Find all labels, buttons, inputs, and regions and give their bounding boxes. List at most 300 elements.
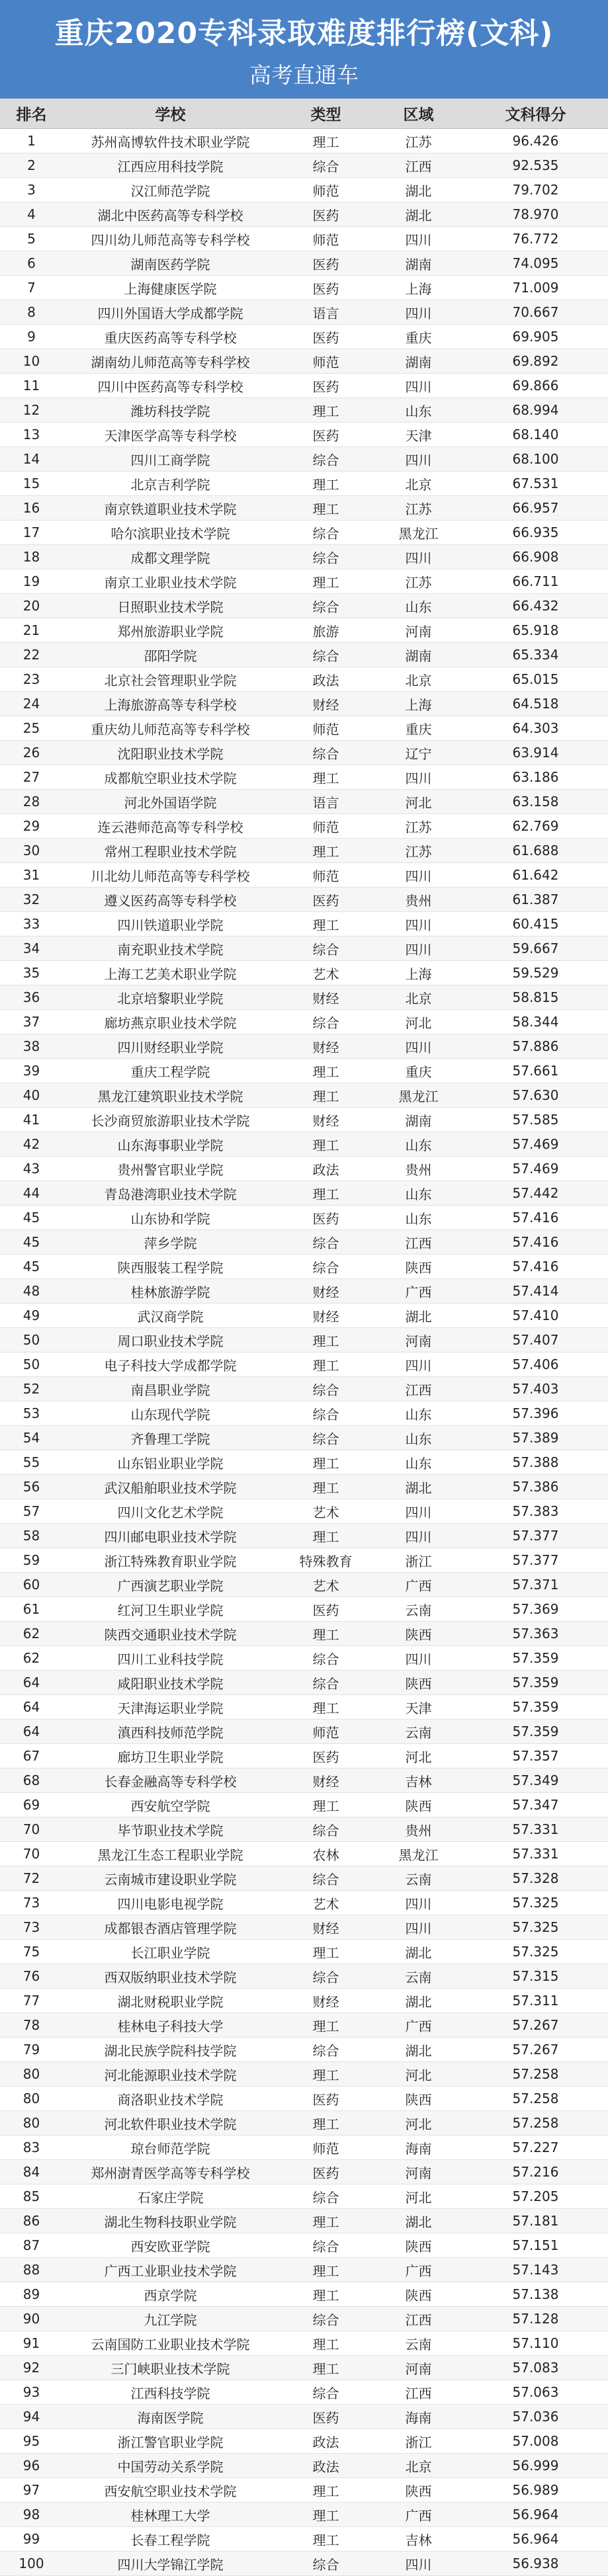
type-cell: 综合 xyxy=(278,153,374,178)
score-cell: 57.267 xyxy=(463,2013,608,2038)
region-cell: 湖北 xyxy=(374,1989,463,2013)
type-cell: 理工 xyxy=(278,2282,374,2307)
score-cell: 57.258 xyxy=(463,2111,608,2136)
rank-cell: 16 xyxy=(0,496,63,520)
table-row xyxy=(0,227,608,251)
table-row xyxy=(0,667,608,692)
score-cell: 79.702 xyxy=(463,178,608,202)
table-row xyxy=(0,790,608,814)
region-cell: 上海 xyxy=(374,961,463,985)
school-cell: 苏州高博软件技术职业学院 xyxy=(63,129,278,153)
table-row xyxy=(0,2111,608,2136)
type-cell: 医药 xyxy=(278,251,374,276)
rank-cell: 70 xyxy=(0,1842,63,1866)
school-cell: 北京吉利学院 xyxy=(63,472,278,496)
score-cell: 63.186 xyxy=(463,765,608,790)
school-cell: 四川文化艺术学院 xyxy=(63,1499,278,1524)
rank-cell: 35 xyxy=(0,961,63,985)
school-cell: 桂林理工大学 xyxy=(63,2503,278,2527)
region-cell: 山东 xyxy=(374,594,463,618)
rank-cell: 85 xyxy=(0,2184,63,2209)
table-row xyxy=(0,300,608,325)
rank-cell: 59 xyxy=(0,1548,63,1573)
score-cell: 57.371 xyxy=(463,1573,608,1597)
table-row xyxy=(0,643,608,667)
rank-cell: 50 xyxy=(0,1352,63,1377)
region-cell: 云南 xyxy=(374,1597,463,1622)
table-row xyxy=(0,423,608,447)
region-cell: 河北 xyxy=(374,790,463,814)
table-row xyxy=(0,1964,608,1989)
score-cell: 57.227 xyxy=(463,2136,608,2160)
school-cell: 四川邮电职业技术学院 xyxy=(63,1524,278,1548)
score-cell: 57.008 xyxy=(463,2429,608,2454)
region-cell: 湖北 xyxy=(374,178,463,202)
type-cell: 理工 xyxy=(278,1450,374,1475)
school-cell: 商洛职业技术学院 xyxy=(63,2087,278,2111)
type-cell: 财经 xyxy=(278,1108,374,1132)
table-row xyxy=(0,129,608,153)
region-cell: 河北 xyxy=(374,2062,463,2087)
school-cell: 滇西科技师范学院 xyxy=(63,1720,278,1744)
table-row xyxy=(0,2307,608,2331)
rank-cell: 45 xyxy=(0,1255,63,1279)
table-row xyxy=(0,1108,608,1132)
table-row xyxy=(0,569,608,594)
table-row xyxy=(0,1426,608,1450)
rank-cell: 37 xyxy=(0,1010,63,1034)
rank-cell: 18 xyxy=(0,545,63,569)
type-cell: 医药 xyxy=(278,888,374,912)
rank-cell: 60 xyxy=(0,1573,63,1597)
page-header xyxy=(0,0,608,99)
region-cell: 河南 xyxy=(374,618,463,643)
table-row xyxy=(0,447,608,472)
table-row xyxy=(0,1915,608,1940)
school-cell: 四川铁道职业学院 xyxy=(63,912,278,936)
score-cell: 57.325 xyxy=(463,1915,608,1940)
score-cell: 57.359 xyxy=(463,1720,608,1744)
table-row xyxy=(0,398,608,423)
region-cell: 北京 xyxy=(374,472,463,496)
school-cell: 成都银杏酒店管理学院 xyxy=(63,1915,278,1940)
rank-cell: 53 xyxy=(0,1401,63,1426)
region-cell: 山东 xyxy=(374,1401,463,1426)
type-cell: 理工 xyxy=(278,496,374,520)
type-cell: 综合 xyxy=(278,2184,374,2209)
rank-cell: 44 xyxy=(0,1181,63,1206)
type-cell: 医药 xyxy=(278,2405,374,2429)
rank-cell: 12 xyxy=(0,398,63,423)
table-row xyxy=(0,814,608,839)
region-cell: 黑龙江 xyxy=(374,1083,463,1108)
rank-cell: 89 xyxy=(0,2282,63,2307)
table-row xyxy=(0,1989,608,2013)
rank-cell: 19 xyxy=(0,569,63,594)
school-cell: 重庆工程学院 xyxy=(63,1059,278,1083)
region-cell: 湖北 xyxy=(374,1304,463,1328)
table-row xyxy=(0,2038,608,2062)
school-cell: 武汉商学院 xyxy=(63,1304,278,1328)
rank-cell: 58 xyxy=(0,1524,63,1548)
table-row xyxy=(0,349,608,374)
rank-cell: 39 xyxy=(0,1059,63,1083)
school-cell: 陕西服装工程学院 xyxy=(63,1255,278,1279)
region-cell: 湖南 xyxy=(374,349,463,374)
rank-cell: 20 xyxy=(0,594,63,618)
score-cell: 66.935 xyxy=(463,520,608,545)
table-row xyxy=(0,618,608,643)
region-cell: 湖北 xyxy=(374,1940,463,1964)
column-header-region: 区域 xyxy=(374,99,463,129)
type-cell: 理工 xyxy=(278,1132,374,1157)
score-cell: 57.416 xyxy=(463,1206,608,1230)
school-cell: 沈阳职业技术学院 xyxy=(63,741,278,765)
school-cell: 浙江警官职业学院 xyxy=(63,2429,278,2454)
rank-cell: 33 xyxy=(0,912,63,936)
school-cell: 汉江师范学院 xyxy=(63,178,278,202)
score-cell: 92.535 xyxy=(463,153,608,178)
rank-cell: 100 xyxy=(0,2552,63,2576)
rank-cell: 98 xyxy=(0,2503,63,2527)
school-cell: 北京社会管理职业学院 xyxy=(63,667,278,692)
type-cell: 理工 xyxy=(278,2209,374,2233)
table-row xyxy=(0,2503,608,2527)
rank-cell: 14 xyxy=(0,447,63,472)
rank-cell: 10 xyxy=(0,349,63,374)
type-cell: 理工 xyxy=(278,2111,374,2136)
score-cell: 57.416 xyxy=(463,1230,608,1255)
rank-cell: 49 xyxy=(0,1304,63,1328)
region-cell: 山东 xyxy=(374,1450,463,1475)
column-header-type: 类型 xyxy=(278,99,374,129)
table-row xyxy=(0,1304,608,1328)
school-cell: 西安航空学院 xyxy=(63,1793,278,1817)
table-row xyxy=(0,2356,608,2380)
school-cell: 潍坊科技学院 xyxy=(63,398,278,423)
score-cell: 57.369 xyxy=(463,1597,608,1622)
region-cell: 江西 xyxy=(374,1230,463,1255)
table-row xyxy=(0,1768,608,1793)
type-cell: 综合 xyxy=(278,545,374,569)
school-cell: 重庆医药高等专科学校 xyxy=(63,325,278,349)
school-cell: 南昌职业学院 xyxy=(63,1377,278,1401)
rank-cell: 57 xyxy=(0,1499,63,1524)
school-cell: 桂林旅游学院 xyxy=(63,1279,278,1304)
rank-cell: 30 xyxy=(0,839,63,863)
rank-cell: 43 xyxy=(0,1157,63,1181)
school-cell: 四川工商学院 xyxy=(63,447,278,472)
region-cell: 湖南 xyxy=(374,251,463,276)
score-cell: 57.267 xyxy=(463,2038,608,2062)
school-cell: 三门峡职业技术学院 xyxy=(63,2356,278,2380)
score-cell: 64.518 xyxy=(463,692,608,716)
region-cell: 山东 xyxy=(374,398,463,423)
region-cell: 四川 xyxy=(374,1646,463,1671)
type-cell: 艺术 xyxy=(278,1573,374,1597)
school-cell: 齐鲁理工学院 xyxy=(63,1426,278,1450)
region-cell: 四川 xyxy=(374,374,463,398)
rank-cell: 95 xyxy=(0,2429,63,2454)
rank-cell: 3 xyxy=(0,178,63,202)
rank-cell: 62 xyxy=(0,1622,63,1646)
score-cell: 57.359 xyxy=(463,1646,608,1671)
table-row xyxy=(0,692,608,716)
type-cell: 艺术 xyxy=(278,961,374,985)
region-cell: 江西 xyxy=(374,1377,463,1401)
rank-cell: 8 xyxy=(0,300,63,325)
school-cell: 西京学院 xyxy=(63,2282,278,2307)
school-cell: 天津海运职业学院 xyxy=(63,1695,278,1720)
table-row xyxy=(0,1328,608,1352)
table-row xyxy=(0,153,608,178)
score-cell: 67.531 xyxy=(463,472,608,496)
region-cell: 四川 xyxy=(374,447,463,472)
type-cell: 综合 xyxy=(278,1426,374,1450)
region-cell: 黑龙江 xyxy=(374,1842,463,1866)
region-cell: 江苏 xyxy=(374,496,463,520)
score-cell: 57.328 xyxy=(463,1866,608,1891)
table-header-row xyxy=(0,99,608,129)
score-cell: 71.009 xyxy=(463,276,608,300)
score-cell: 61.642 xyxy=(463,863,608,888)
rank-cell: 75 xyxy=(0,1940,63,1964)
school-cell: 浙江特殊教育职业学院 xyxy=(63,1548,278,1573)
school-cell: 红河卫生职业学院 xyxy=(63,1597,278,1622)
table-row xyxy=(0,1842,608,1866)
school-cell: 上海工艺美术职业学院 xyxy=(63,961,278,985)
type-cell: 综合 xyxy=(278,643,374,667)
rank-cell: 27 xyxy=(0,765,63,790)
school-cell: 长江职业学院 xyxy=(63,1940,278,1964)
rank-cell: 13 xyxy=(0,423,63,447)
rank-cell: 50 xyxy=(0,1328,63,1352)
region-cell: 河北 xyxy=(374,1744,463,1768)
region-cell: 陕西 xyxy=(374,1793,463,1817)
table-row xyxy=(0,1793,608,1817)
table-row xyxy=(0,765,608,790)
table-row xyxy=(0,1622,608,1646)
school-cell: 青岛港湾职业技术学院 xyxy=(63,1181,278,1206)
rank-cell: 15 xyxy=(0,472,63,496)
region-cell: 河北 xyxy=(374,2184,463,2209)
table-row xyxy=(0,1352,608,1377)
school-cell: 廊坊燕京职业技术学院 xyxy=(63,1010,278,1034)
region-cell: 四川 xyxy=(374,1524,463,1548)
type-cell: 艺术 xyxy=(278,1499,374,1524)
rank-cell: 45 xyxy=(0,1230,63,1255)
type-cell: 财经 xyxy=(278,1279,374,1304)
rank-cell: 83 xyxy=(0,2136,63,2160)
rank-cell: 41 xyxy=(0,1108,63,1132)
table-row xyxy=(0,2527,608,2552)
score-cell: 57.414 xyxy=(463,1279,608,1304)
region-cell: 浙江 xyxy=(374,2429,463,2454)
school-cell: 云南城市建设职业学院 xyxy=(63,1866,278,1891)
rank-cell: 73 xyxy=(0,1891,63,1915)
type-cell: 综合 xyxy=(278,1377,374,1401)
type-cell: 财经 xyxy=(278,985,374,1010)
region-cell: 陕西 xyxy=(374,2478,463,2503)
school-cell: 九江学院 xyxy=(63,2307,278,2331)
type-cell: 语言 xyxy=(278,790,374,814)
score-cell: 57.331 xyxy=(463,1842,608,1866)
type-cell: 师范 xyxy=(278,227,374,251)
region-cell: 山东 xyxy=(374,1181,463,1206)
type-cell: 理工 xyxy=(278,1695,374,1720)
type-cell: 政法 xyxy=(278,2454,374,2478)
type-cell: 师范 xyxy=(278,1720,374,1744)
table-row xyxy=(0,1034,608,1059)
type-cell: 医药 xyxy=(278,1597,374,1622)
school-cell: 贵州警官职业学院 xyxy=(63,1157,278,1181)
type-cell: 综合 xyxy=(278,447,374,472)
score-cell: 57.181 xyxy=(463,2209,608,2233)
table-row xyxy=(0,178,608,202)
school-cell: 南京铁道职业技术学院 xyxy=(63,496,278,520)
table-row xyxy=(0,716,608,741)
score-cell: 96.426 xyxy=(463,129,608,153)
score-cell: 57.389 xyxy=(463,1426,608,1450)
rank-cell: 94 xyxy=(0,2405,63,2429)
school-cell: 廊坊卫生职业学院 xyxy=(63,1744,278,1768)
school-cell: 湖北民族学院科技学院 xyxy=(63,2038,278,2062)
type-cell: 综合 xyxy=(278,1255,374,1279)
school-cell: 川北幼儿师范高等专科学校 xyxy=(63,863,278,888)
region-cell: 四川 xyxy=(374,912,463,936)
school-cell: 江西应用科技学院 xyxy=(63,153,278,178)
region-cell: 江苏 xyxy=(374,569,463,594)
school-cell: 遵义医药高等专科学校 xyxy=(63,888,278,912)
table-row xyxy=(0,1940,608,1964)
rank-cell: 92 xyxy=(0,2356,63,2380)
rank-cell: 86 xyxy=(0,2209,63,2233)
region-cell: 山东 xyxy=(374,1132,463,1157)
score-cell: 58.815 xyxy=(463,985,608,1010)
score-cell: 57.359 xyxy=(463,1695,608,1720)
type-cell: 理工 xyxy=(278,1059,374,1083)
table-row xyxy=(0,2136,608,2160)
score-cell: 69.866 xyxy=(463,374,608,398)
rank-cell: 61 xyxy=(0,1597,63,1622)
region-cell: 贵州 xyxy=(374,888,463,912)
table-row xyxy=(0,1083,608,1108)
rank-cell: 36 xyxy=(0,985,63,1010)
table-row xyxy=(0,1132,608,1157)
type-cell: 理工 xyxy=(278,398,374,423)
score-cell: 57.406 xyxy=(463,1352,608,1377)
school-cell: 四川电影电视学院 xyxy=(63,1891,278,1915)
school-cell: 天津医学高等专科学校 xyxy=(63,423,278,447)
type-cell: 师范 xyxy=(278,814,374,839)
type-cell: 综合 xyxy=(278,1866,374,1891)
rank-cell: 9 xyxy=(0,325,63,349)
region-cell: 上海 xyxy=(374,692,463,716)
school-cell: 山东铝业职业学院 xyxy=(63,1450,278,1475)
school-cell: 桂林电子科技大学 xyxy=(63,2013,278,2038)
type-cell: 政法 xyxy=(278,667,374,692)
score-cell: 57.036 xyxy=(463,2405,608,2429)
table-row xyxy=(0,594,608,618)
table-row xyxy=(0,1499,608,1524)
school-cell: 毕节职业技术学院 xyxy=(63,1817,278,1842)
score-cell: 57.258 xyxy=(463,2062,608,2087)
school-cell: 日照职业技术学院 xyxy=(63,594,278,618)
table-row xyxy=(0,2454,608,2478)
rank-cell: 64 xyxy=(0,1720,63,1744)
rank-cell: 34 xyxy=(0,936,63,961)
rank-cell: 80 xyxy=(0,2062,63,2087)
school-cell: 成都航空职业技术学院 xyxy=(63,765,278,790)
table-row xyxy=(0,2233,608,2258)
score-cell: 57.311 xyxy=(463,1989,608,2013)
type-cell: 理工 xyxy=(278,1940,374,1964)
region-cell: 四川 xyxy=(374,2552,463,2576)
table-row xyxy=(0,2478,608,2503)
score-cell: 57.331 xyxy=(463,1817,608,1842)
table-row xyxy=(0,1695,608,1720)
column-header-score: 文科得分 xyxy=(463,99,608,129)
type-cell: 医药 xyxy=(278,1744,374,1768)
rank-cell: 79 xyxy=(0,2038,63,2062)
region-cell: 河南 xyxy=(374,1328,463,1352)
school-cell: 南京工业职业技术学院 xyxy=(63,569,278,594)
type-cell: 理工 xyxy=(278,2013,374,2038)
rank-cell: 64 xyxy=(0,1671,63,1695)
region-cell: 四川 xyxy=(374,1034,463,1059)
table-row xyxy=(0,1744,608,1768)
table-row xyxy=(0,1524,608,1548)
score-cell: 68.100 xyxy=(463,447,608,472)
rank-cell: 62 xyxy=(0,1646,63,1671)
school-cell: 云南国防工业职业技术学院 xyxy=(63,2331,278,2356)
score-cell: 78.970 xyxy=(463,202,608,227)
school-cell: 河北能源职业技术学院 xyxy=(63,2062,278,2087)
region-cell: 云南 xyxy=(374,2331,463,2356)
school-cell: 河北软件职业技术学院 xyxy=(63,2111,278,2136)
school-cell: 石家庄学院 xyxy=(63,2184,278,2209)
school-cell: 黑龙江建筑职业技术学院 xyxy=(63,1083,278,1108)
region-cell: 山东 xyxy=(374,1206,463,1230)
school-cell: 长春金融高等专科学校 xyxy=(63,1768,278,1793)
school-cell: 周口职业技术学院 xyxy=(63,1328,278,1352)
rank-cell: 97 xyxy=(0,2478,63,2503)
school-cell: 北京培黎职业学院 xyxy=(63,985,278,1010)
score-cell: 70.667 xyxy=(463,300,608,325)
score-cell: 57.357 xyxy=(463,1744,608,1768)
table-row xyxy=(0,276,608,300)
rank-cell: 88 xyxy=(0,2258,63,2282)
region-cell: 湖北 xyxy=(374,1475,463,1499)
region-cell: 上海 xyxy=(374,276,463,300)
score-cell: 57.396 xyxy=(463,1401,608,1426)
school-cell: 武汉船舶职业技术学院 xyxy=(63,1475,278,1499)
score-cell: 63.158 xyxy=(463,790,608,814)
table-row xyxy=(0,1646,608,1671)
type-cell: 理工 xyxy=(278,1622,374,1646)
region-cell: 吉林 xyxy=(374,1768,463,1793)
type-cell: 农林 xyxy=(278,1842,374,1866)
table-row xyxy=(0,325,608,349)
type-cell: 综合 xyxy=(278,1646,374,1671)
school-cell: 电子科技大学成都学院 xyxy=(63,1352,278,1377)
score-cell: 65.334 xyxy=(463,643,608,667)
type-cell: 医药 xyxy=(278,202,374,227)
type-cell: 理工 xyxy=(278,1475,374,1499)
rank-cell: 54 xyxy=(0,1426,63,1450)
school-cell: 成都文理学院 xyxy=(63,545,278,569)
score-cell: 57.383 xyxy=(463,1499,608,1524)
